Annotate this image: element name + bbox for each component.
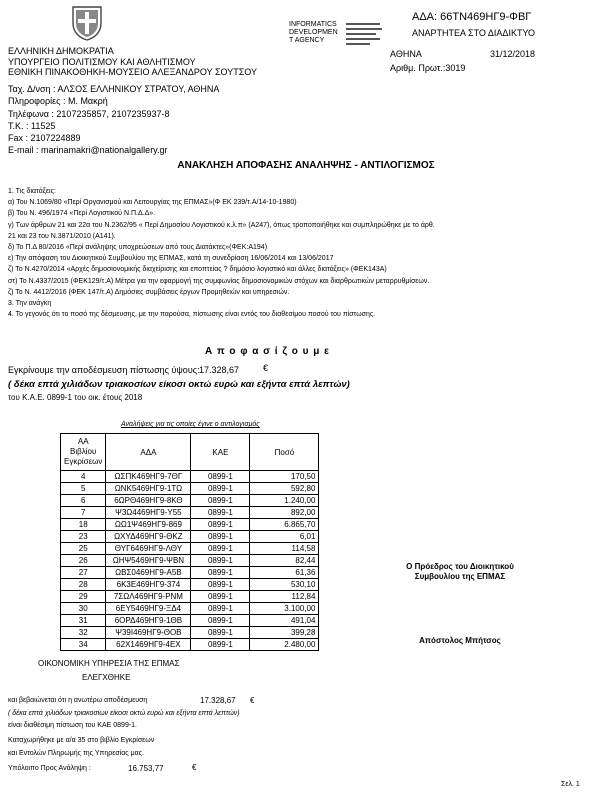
kae-cell: 0899-1 [191,543,250,555]
kae-cell: 0899-1 [191,507,250,519]
document-title: ΑΝΑΚΛΗΣΗ ΑΠΟΦΑΣΗΣ ΑΝΑΛΗΨΗΣ - ΑΝΤΙΛΟΓΙΣΜΟΣ [177,160,435,171]
kae-cell: 0899-1 [191,591,250,603]
amount-cell: 6,01 [250,531,319,543]
book-number: 27 [61,567,106,579]
ada-cell: ΩΩ1Ψ469ΗΓ9-869 [106,519,191,531]
kae-cell: 0899-1 [191,531,250,543]
book-number: 34 [61,639,106,651]
balance-label: Υπόλοιπο Προς Ανάληψη : [8,765,91,772]
kae-cell: 0899-1 [191,627,250,639]
book-number: 23 [61,531,106,543]
protocol-number: Αριθμ. Πρωτ.:3019 [390,63,466,73]
table-row [61,471,319,483]
certify-currency: € [250,696,255,705]
amount-cell: 6.865,70 [250,519,319,531]
table-row [61,603,319,615]
approve-amount-words: ( δέκα επτά χιλιάδων τριακοσίων είκοσι οκτώ ευρώ και εξήντα επτά λεπτών) [8,379,350,390]
header-amount: Ποσό [250,434,319,471]
header-ada: ΑΔΑ [106,434,191,471]
amount-cell: 114,58 [250,543,319,555]
page-number: Σελ. 1 [561,781,580,788]
book-number: 25 [61,543,106,555]
ada-cell: ΩΒΣ0469ΗΓ9-Α5Β [106,567,191,579]
available-credit-text: είναι διαθέσιμη πίστωση του ΚΑΕ 0899-1. [8,722,138,729]
amount-cell: 2.480,00 [250,639,319,651]
amount-cell: 170,50 [250,471,319,483]
amount-cell: 1.240,00 [250,495,319,507]
ada-cell: 7ΣΩΛ469ΗΓ9-ΡΝΜ [106,591,191,603]
ada-cell: 6Κ3Ε469ΗΓ9-374 [106,579,191,591]
kae-cell: 0899-1 [191,495,250,507]
kae-cell: 0899-1 [191,555,250,567]
amount-cell: 61,36 [250,567,319,579]
ada-cell: ΩΧΥΔ469ΗΓ9-ΘΚΖ [106,531,191,543]
table-row [61,555,319,567]
coat-of-arms-emblem [70,4,104,42]
ada-cell: 6ΟΡΔ469ΗΓ9-1ΘΒ [106,615,191,627]
book-number: 4 [61,471,106,483]
book-number: 32 [61,627,106,639]
signatory-name: Απόστολος Μπήτσος [419,636,501,645]
table-row [61,579,319,591]
ada-cell: Ψ39Ι469ΗΓ9-ΘΟΒ [106,627,191,639]
table-row [61,639,319,651]
table-row [61,495,319,507]
ada-cell: ΘΥΓ6469ΗΓ9-ΛΘΥ [106,543,191,555]
book-number: 26 [61,555,106,567]
table-row [61,519,319,531]
payments-text: και Εντολών Πληρωμής της Υπηρεσίας μας. [8,750,144,757]
registered-text: Καταχωρήθηκε με α/α 35 στο βιβλίο Εγκρίσεων [8,737,155,744]
balance-amount: 16.753,77 [128,764,164,773]
ida-fine-print [346,21,384,48]
book-number: 18 [61,519,106,531]
checked-label: ΕΛΕΓΧΘΗΚΕ [82,673,131,682]
considerations-list: 1. Τις διατάξεις: α) Του Ν.1069/80 «Περί Οργανισμού και Λειτουργίας της ΕΠΜΑΣ»(Φ ΕΚ 239/τ.Α/14-10-1980) β) Του Ν. 496/1974 «Περί Λογιστικού Ν.Π.Δ.Δ». γ) Των άρθρων 21 και 22α του Ν.2362/95 « Περί Δημοσίου Λογιστικού κ.λ.π» (Α247), όπως τροποποιήθηκε και συμπληρώθηκε με το άρθ. 21 και 23 του Ν.3871/2010 (Α141). δ) Το Π.Δ 80/2016 «Περί ανάληψης υποχρεώσεων από τους Διατάκτες»(ΦΕΚ:Α194) ε) Την απόφαση του Διοικητικού Συμβουλίου της ΕΠΜΑΣ, κατά τη συνεδρίαση 16/06/2014 και 13/06/2017 ζ) Το Ν.4270/2014 «Αρχές δημοσιονομικής διαχείρισης και εποπτείας ? δημόσιο λογιστικό και άλλες διατάξεις» (ΦΕΚ143Α) στ) Το Ν.4337/2015 (ΦΕΚ129/τ.Α) Μέτρα για την εφαρμογή της συμφωνίας δημοσιονομικών στόχων και διαρθρωτικών μεταρρυθμίσεων. ζ) Το Ν. 4412/2016 (ΦΕΚ 147/τ.Α) Δημόσιες συμβάσεις έργων Προμηθειών και υπηρεσιών. 3. Την ανάγκη 4. Το γεγονός ότι το ποσό της δέσμευσης, με την παρούσα, πίστωσης είναι εντός του διαθεσίμου ποσού του πίστωσης. [8,188,435,319]
ada-cell: 6ΕΥ5469ΗΓ9-ΞΔ4 [106,603,191,615]
ada-cell: 62Χ1469ΗΓ9-4ΕΧ [106,639,191,651]
amount-cell: 3.100,00 [250,603,319,615]
amount-cell: 530,10 [250,579,319,591]
city: ΑΘΗΝΑ [390,49,422,59]
book-number: 31 [61,615,106,627]
amount-cell: 892,00 [250,507,319,519]
posted-online-label: ΑΝΑΡΤΗΤΕΑ ΣΤΟ ΔΙΑΔΙΚΤΥΟ [412,28,535,38]
contact-details: Ταχ. Δ/νση : ΑΛΣΟΣ ΕΛΛΗΝΙΚΟΥ ΣΤΡΑΤΟΥ, ΑΘΗΝΑ Πληροφορίες : Μ. Μακρή Τηλέφωνα : 2107235857, 2107235937-8 Τ.Κ. : 11525 Fax : 2107224889 E-mail : marinamakri@nationalgallery.gr [8,84,220,156]
kae-cell: 0899-1 [191,471,250,483]
certify-text: και βεβαιώνεται ότι η ανωτέρω αποδέσμευση [8,697,148,704]
book-number: 5 [61,483,106,495]
approve-text: Εγκρίνουμε την αποδέσμευση πίστωσης ύψους: [8,365,200,375]
kae-cell: 0899-1 [191,639,250,651]
ada-cell: ΩΣΠΚ469ΗΓ9-7ΘΓ [106,471,191,483]
ada-cell: ΩΝΚ5469ΗΓ9-1ΤΩ [106,483,191,495]
kae-cell: 0899-1 [191,603,250,615]
signatory-role: Ο Πρόεδρος του Διοικητικού Συμβουλίου της ΕΠΜΑΣ [406,562,514,581]
table-row [61,507,319,519]
certify-amount-words: ( δέκα επτά χιλιάδων τριακοσίων είκοσι οκτώ ευρώ και εξήντα επτά λεπτών) [8,710,240,717]
table-row [61,627,319,639]
approve-currency: € [263,363,269,373]
approve-amount: 17.328,67 [199,365,240,375]
ida-agency-name: INFORMATICS DEVELOPMEN T AGENCY [289,21,338,44]
header-kae: ΚΑΕ [191,434,250,471]
ada-cell: Ψ3Ω4469ΗΓ9-Υ55 [106,507,191,519]
document-date: 31/12/2018 [490,49,536,59]
book-number: 29 [61,591,106,603]
table-row [61,615,319,627]
table-row [61,543,319,555]
book-number: 6 [61,495,106,507]
book-number: 30 [61,603,106,615]
table-row [61,531,319,543]
certify-amount: 17.328,67 [200,696,236,705]
decision-heading: Α π ο φ α σ ί ζ ο υ μ ε [205,346,330,357]
amount-cell: 399,28 [250,627,319,639]
book-number: 7 [61,507,106,519]
table-row [61,567,319,579]
kae-text: του Κ.Α.Ε. 0899-1 του οικ. έτους 2018 [8,393,143,402]
ada-cell: ΩΗΨ5469ΗΓ9-ΨΒΝ [106,555,191,567]
ada-cell: 6ΩΡΘ469ΗΓ9-8ΚΘ [106,495,191,507]
kae-cell: 0899-1 [191,519,250,531]
amount-cell: 491,04 [250,615,319,627]
kae-cell: 0899-1 [191,615,250,627]
amount-cell: 82,44 [250,555,319,567]
table-caption: Αναλήψεις για τις οποίες έγινε ο αντιλογισμός [121,421,260,428]
ada-code: ΑΔΑ: 66ΤΝ469ΗΓ9-ΦΒΓ [412,11,532,23]
kae-cell: 0899-1 [191,567,250,579]
balance-currency: € [192,763,197,772]
withdrawals-table [60,433,319,651]
kae-cell: 0899-1 [191,483,250,495]
org-header: ΕΛΛΗΝΙΚΗ ΔΗΜΟΚΡΑΤΙΑ ΥΠΟΥΡΓΕΙΟ ΠΟΛΙΤΙΣΜΟΥ ΚΑΙ ΑΘΛΗΤΙΣΜΟΥ ΕΘΝΙΚΗ ΠΙΝΑΚΟΘΗΚΗ-ΜΟΥΣΕΙΟ ΑΛΕΞΑΝΔΡΟΥ ΣΟΥΤΣΟΥ [8,46,258,77]
table-row [61,483,319,495]
table-header-row [61,434,319,471]
kae-cell: 0899-1 [191,579,250,591]
financial-service-title: ΟΙΚΟΝΟΜΙΚΗ ΥΠΗΡΕΣΙΑ ΤΗΣ ΕΠΜΑΣ [38,659,180,668]
amount-cell: 112,84 [250,591,319,603]
table-row [61,591,319,603]
header-book-number: ΑΑ Βιβλίου Εγκρίσεων [61,434,106,471]
book-number: 28 [61,579,106,591]
amount-cell: 592,80 [250,483,319,495]
